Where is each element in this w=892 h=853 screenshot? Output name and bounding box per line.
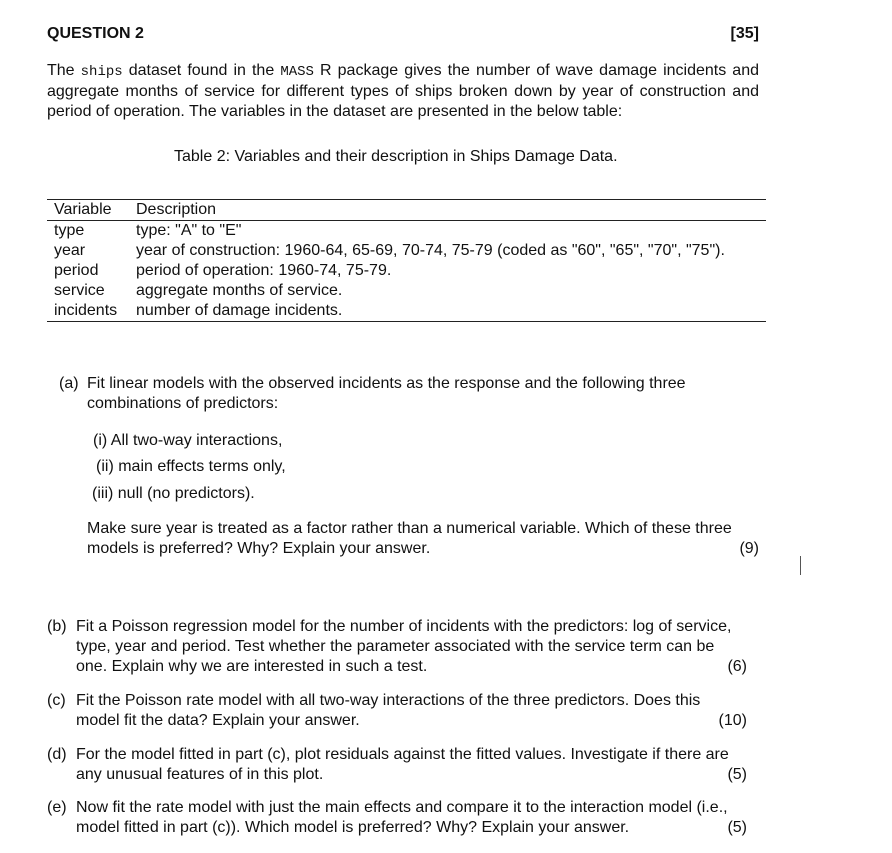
question-intro: The ships dataset found in the MASS R package gives the number of wave damage incidents and aggregate months of service for different types of ships broken down by year of construction and period of operation. The variables in the dataset are presented in the below table: — [47, 62, 760, 120]
cell-description: number of damage incidents. — [136, 302, 343, 319]
table-row — [47, 301, 766, 322]
part-c — [47, 691, 747, 731]
part-d-marks: (5) — [727, 766, 747, 783]
sub-label: (ii) — [96, 458, 114, 475]
sub-text: main effects terms only, — [118, 458, 286, 475]
part-c-text: Fit the Poisson rate model with all two-way interactions of the three predictors. Does this model fit the data? Explain your answer. — [76, 692, 701, 729]
part-a-followup — [87, 519, 759, 559]
cell-description: aggregate months of service. — [136, 282, 343, 299]
sub-text: All two-way interactions, — [110, 432, 283, 449]
cell-variable: type — [54, 222, 85, 239]
part-d — [47, 745, 747, 785]
table-row — [47, 261, 766, 281]
part-b — [47, 617, 747, 677]
header-description: Description — [129, 200, 766, 221]
text-cursor — [800, 556, 801, 575]
part-e-marks: (5) — [727, 819, 747, 836]
table-row — [47, 221, 766, 242]
question-marks: [35] — [730, 25, 759, 42]
part-b-label: (b) — [47, 618, 67, 635]
code-ships: ships — [80, 64, 123, 80]
part-c-marks: (10) — [718, 712, 747, 729]
sub-text: null (no predictors). — [117, 485, 255, 502]
table-header-row — [47, 200, 766, 221]
part-a-followup-text: Make sure year is treated as a factor rather than a numerical variable. Which of these three models is preferred? Why? Explain your answer. — [87, 520, 732, 557]
part-a-label: (a) — [59, 375, 79, 392]
part-b-text: Fit a Poisson regression model for the number of incidents with the predictors: log of service, type, year and period. Test whether the parameter associated with the service term can be one. Explain why we are interested in such a test. — [76, 618, 732, 675]
code-mass: MASS — [280, 64, 314, 80]
cell-description: period of operation: 1960-74, 75-79. — [136, 262, 392, 279]
part-a-sub-ii — [96, 457, 286, 477]
cell-variable: service — [54, 282, 105, 299]
sub-label: (iii) — [92, 485, 114, 502]
sub-label: (i) — [93, 432, 108, 449]
part-d-text: For the model fitted in part (c), plot residuals against the fitted values. Investigate if there are any unusual features of in this plot. — [76, 746, 729, 783]
part-a-sub-i — [93, 431, 282, 451]
part-b-marks: (6) — [727, 658, 747, 675]
part-a-sub-iii — [92, 484, 255, 504]
cell-description: year of construction: 1960-64, 65-69, 70-74, 75-79 (coded as "60", "65", "70", "75"). — [136, 242, 725, 259]
part-a-marks: (9) — [739, 540, 759, 557]
header-variable: Variable — [47, 200, 129, 221]
cell-variable: incidents — [54, 302, 118, 319]
table-caption: Table 2: Variables and their description in Ships Damage Data. — [174, 148, 618, 165]
variables-table — [47, 199, 766, 322]
part-e-label: (e) — [47, 799, 67, 816]
part-a-text: Fit linear models with the observed incidents as the response and the following three combinations of predictors: — [87, 375, 686, 412]
cell-variable: period — [54, 262, 99, 279]
part-c-label: (c) — [47, 692, 66, 709]
table-row — [47, 281, 766, 301]
cell-description: type: "A" to "E" — [136, 222, 242, 239]
table-row — [47, 241, 766, 261]
cell-variable: year — [54, 242, 86, 259]
part-e — [47, 798, 747, 838]
part-a — [59, 374, 759, 414]
part-e-text: Now fit the rate model with just the main effects and compare it to the interaction model (i.e., model fitted in part (c)). Which model is preferred? Why? Explain your answer. — [76, 799, 728, 836]
part-d-label: (d) — [47, 746, 67, 763]
question-title: QUESTION 2 — [47, 25, 144, 42]
